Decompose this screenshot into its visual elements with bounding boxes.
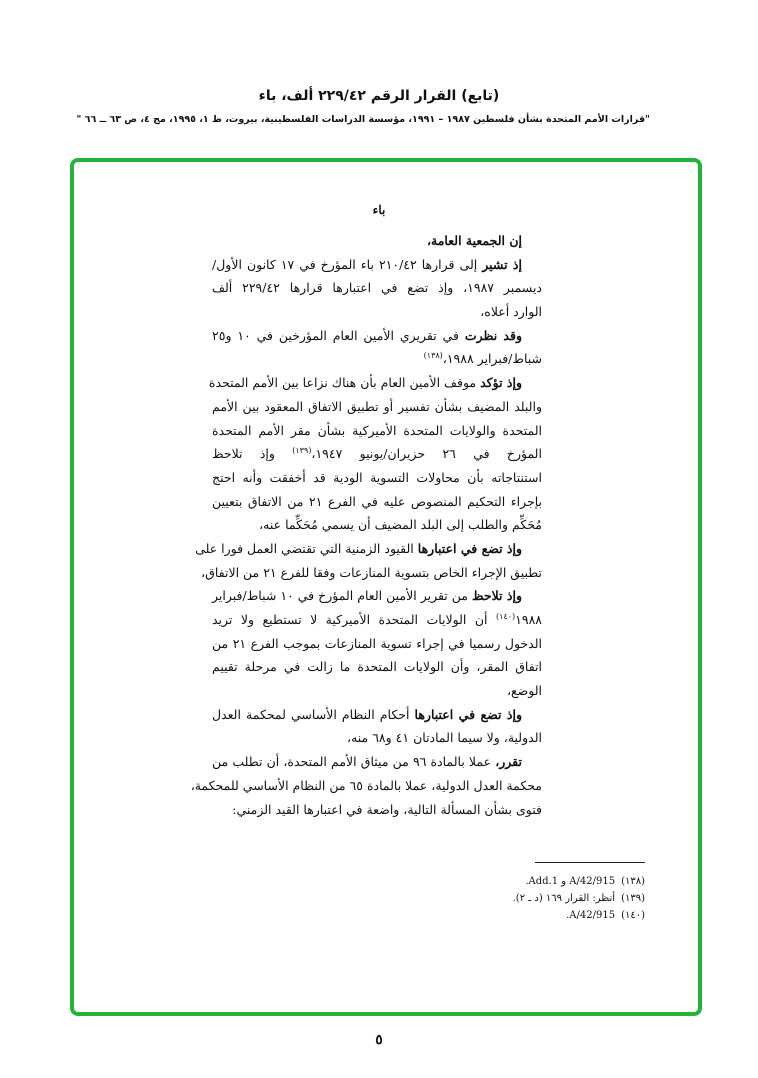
line-text: ديسمبر ١٩٨٧، وإذ تضع في اعتبارها قرارها ٢٢٩/٤٢ ألف xyxy=(212,280,542,296)
line-text: إلى قرارها ٢١٠/٤٢ باء المؤرخ في ١٧ كانون الأول/ xyxy=(212,256,478,272)
line-text: المتحدة والولايات المتحدة الأميركية بشأن مقر الأمم المتحدة xyxy=(212,422,542,438)
text-line xyxy=(212,726,542,750)
line-text: ١٩٨٨ xyxy=(515,612,543,627)
paragraph xyxy=(212,253,542,324)
text-line xyxy=(212,798,542,822)
line-text: فتوى بشأن المسألة التالية، واضعة في اعتبارها القيد الزمني: xyxy=(232,801,542,817)
line-text: محكمة العدل الدولية، عملا بالمادة ٦٥ من النظام الأساسي للمحكمة، xyxy=(190,777,542,793)
text-line xyxy=(212,490,542,514)
resolution-body xyxy=(190,229,543,821)
text-line xyxy=(201,561,542,585)
footnote xyxy=(400,907,645,924)
paragraph xyxy=(190,750,542,821)
text-line xyxy=(212,324,542,348)
footnote-ref: (١٣٨) xyxy=(423,351,443,361)
footnotes xyxy=(400,873,645,924)
line-text: الدولية، ولا سيما المادتان ٤١ و٦٨ منه، xyxy=(347,730,542,746)
line-text: والبلد المضيف بشأن تفسير أو تطبيق الاتفاق المعقود بين الأمم xyxy=(212,398,542,414)
text-line xyxy=(212,466,542,490)
line-text: القيود الزمنية التي تقتضي العمل فورا على xyxy=(195,540,414,556)
paragraph xyxy=(208,371,542,537)
continuation-title: (تابع) القرار الرقم ٢٢٩/٤٢ ألف، باء xyxy=(258,88,500,104)
line-text: الوضع، xyxy=(506,683,542,699)
text-line xyxy=(212,276,542,300)
footnote xyxy=(400,873,645,890)
source-citation: "قرارات الأمم المتحدة بشأن فلسطين ١٩٨٧ – ١٩٩١، مؤسسة الدراسات الفلسطينية، بيروت، ط ١، ١٩٩٥، مج ٤، ص ٦٣ ــ ٦٦ " xyxy=(76,114,650,125)
section-heading: باء xyxy=(372,203,386,217)
text-line xyxy=(212,750,542,774)
line-text: عملا بالمادة ٩٦ من ميثاق الأمم المتحدة، أن تطلب من xyxy=(212,754,492,770)
paragraph-lead: وقد نظرت xyxy=(464,327,523,343)
text-line xyxy=(212,347,542,371)
paragraph-lead: إن الجمعية العامة، xyxy=(427,233,522,248)
footnote-ref: (١٤٠) xyxy=(496,611,516,621)
footnote-text: أنظر: القرار ١٦٩ (د ـ ٢). xyxy=(512,893,616,904)
text-line xyxy=(212,608,542,632)
paragraph-lead: وإذ تضع في اعتبارها xyxy=(414,706,523,722)
paragraph xyxy=(212,229,542,253)
text-line xyxy=(190,774,542,798)
footnote-divider xyxy=(535,862,645,863)
line-text: أحكام النظام الأساسي لمحكمة العدل xyxy=(212,706,410,722)
text-line xyxy=(212,395,542,419)
line-text: شباط/فبراير ١٩٨٨، xyxy=(442,351,542,367)
paragraph xyxy=(212,584,542,702)
paragraph-lead: إذ تشير xyxy=(482,256,522,272)
paragraph-lead: وإذ تضع في اعتبارها xyxy=(417,540,522,556)
text-line xyxy=(208,371,542,395)
paragraph-lead: وإذ تلاحظ xyxy=(472,588,522,604)
paragraph-lead: تقرر، xyxy=(495,754,522,770)
text-line xyxy=(212,655,542,679)
line-text: أن الولايات المتحدة الأميركية لا تستطيع ولا تريد xyxy=(212,612,488,627)
text-line xyxy=(212,632,542,656)
footnote-number: (١٣٩) xyxy=(621,893,645,904)
line-text: موقف الأمين العام بأن هناك نزاعا بين الأمم المتحدة xyxy=(208,375,477,391)
text-line xyxy=(212,442,542,466)
footnote-number: (١٣٨) xyxy=(621,876,645,887)
text-line xyxy=(212,229,542,253)
footnote-text: A/42/915. xyxy=(566,910,616,921)
text-line xyxy=(212,513,542,537)
line-text: اتفاق المقر، وأن الولايات المتحدة ما زالت في مرحلة تقييم xyxy=(212,659,542,675)
line-text: وإذ تلاحظ xyxy=(212,446,275,462)
footnote-number: (١٤٠) xyxy=(621,910,645,921)
paragraph xyxy=(212,703,542,750)
footnote-text: A/42/915 و Add.1. xyxy=(525,876,616,887)
line-text: في تقريري الأمين العام المؤرخين في ١٠ و٢٥ xyxy=(212,327,459,343)
text-line xyxy=(212,419,542,443)
page-number: ٥ xyxy=(375,1032,383,1048)
text-line xyxy=(195,537,542,561)
line-text: تطبيق الإجراء الخاص بتسوية المنازعات وفقا للفرع ٢١ من الاتفاق، xyxy=(201,564,542,580)
text-line xyxy=(212,703,542,727)
paragraph-lead: وإذ تؤكد xyxy=(480,375,522,391)
line-text: بإجراء التحكيم المنصوص عليه في الفرع ٢١ من الاتفاق بتعيين xyxy=(212,493,542,509)
line-text: الدخول رسميا في إجراء تسوية المنازعات بموجب الفرع ٢١ من xyxy=(212,635,542,651)
line-text: مُحَكِّم والطلب إلى البلد المضيف أن يسمي مُحَكِّما عنه، xyxy=(259,517,542,533)
paragraph xyxy=(195,537,542,584)
line-text: استنتاجاته بأن محاولات التسوية الودية قد أخفقت وأنه احتج xyxy=(212,469,542,485)
footnote xyxy=(400,890,645,907)
footnote-ref: (١٣٩) xyxy=(292,446,312,456)
line-text: من تقرير الأمين العام المؤرخ في ١٠ شباط/فبراير xyxy=(212,588,468,604)
text-line xyxy=(212,300,542,324)
text-line xyxy=(212,253,542,277)
line-text: المؤرخ في ٢٦ حزيران/يونيو ١٩٤٧، xyxy=(311,446,542,462)
line-text: الوارد أعلاه، xyxy=(480,304,542,320)
text-line xyxy=(212,679,542,703)
paragraph xyxy=(212,324,542,371)
text-line xyxy=(212,584,542,608)
